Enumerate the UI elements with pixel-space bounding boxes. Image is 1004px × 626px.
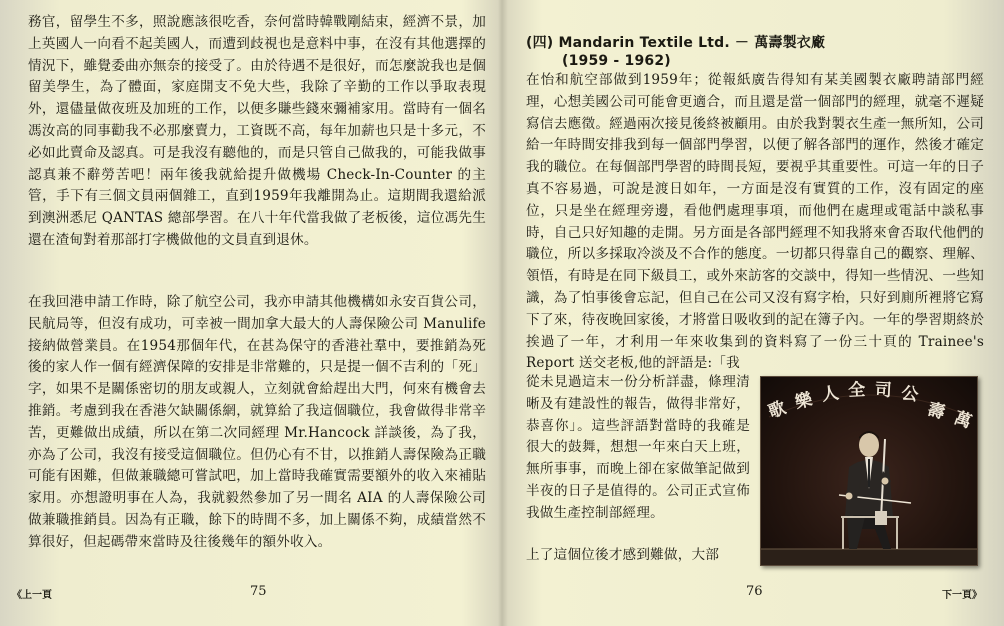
stage-floor bbox=[761, 549, 978, 566]
banner-char: 全 bbox=[847, 380, 866, 401]
banner-text-group bbox=[766, 379, 975, 433]
right-page-number: 76 bbox=[746, 584, 763, 599]
left-paragraph-2 bbox=[28, 292, 486, 554]
left-page-number: 75 bbox=[250, 584, 267, 599]
photo-drawing bbox=[761, 377, 978, 566]
banner-char: 歌 bbox=[765, 397, 789, 423]
right-paragraph-1-text: 在怡和航空部做到1959年；從報紙廣告得知有某美國製衣廠聘請部門經理，心想美國公司可能會更適合，而且還是當一個部門的經理，就毫不遲疑寫信去應徵。經過兩次接見後終被顧用。由於我對製衣生產一無所知，公司給一年時間安排我到每一個部門學習，以便了解各部門的運作，然後才確定我的職位。在每個部門學習的時間長短，要視乎其重要性。可這一年的日子真不容易過，可說是渡日如年，一方面是沒有實質的工作，沒有固定的座位，只是坐在經理旁邊，看他們處理事項，而他們在處理或電話中談私事時，自己只好知趣的走開。另方面是各部門經理不知我將來會否取代他們的職位，所以多採取冷淡及不合作的態度。一切都只得靠自己的觀察、理解、領悟，有時是在同下級員工，或外來訪客的交談中，得知一些情況、一些知識，為了怕事後會忘記，但自己在公司又沒有寫字枱，只好到廁所裡將它寫下了來，待夜晚回家後，才將當日吸收到的記在簿子內。一年的學習期終於挨過了一年，才利用一年來收集到的資料寫了一份三十頁的 Trainee's Report 送交老板,他的評語是:「我 bbox=[526, 72, 984, 372]
left-paragraph-1-text: 務官，留學生不多，照說應該很吃香，奈何當時韓戰剛結束，經濟不景，加上英國人一向看不起美國人，而遭到歧視也是意料中事，在沒有其他選擇的情況下，雖覺委曲亦無奈的接受了。由於待遇不是很好，而怎麼說我也是個留美學生，為了體面，家庭開支不免大些，我除了辛勤的工作以爭取表現外，還儘量做夜班及加班的工作，以便多賺些錢來彌補家用。當時有一個名馮汝高的同事勸我不必那麼賣力，工資既不高，每年加薪也只是十多元，不必如此賣命及認真。可是我沒有聽他的，而是只管自己做我的，可能我做事認真兼不辭勞苦吧！兩年後我就給提升做機場 Check-In-Counter 的主管，手下有三個文員兩個雜工，直到1959年我離開為止。這期間我還給派到澳洲悉尼 QANTAS 總部學習。在八十年代當我做了老板後，這位馮先生還在渣甸對着那部打字機做他的文員直到退休。 bbox=[28, 14, 486, 248]
prev-page-link[interactable]: 《上一頁 bbox=[12, 590, 52, 601]
banner-char: 萬 bbox=[951, 407, 975, 433]
section-dates: (1959 - 1962) bbox=[562, 53, 671, 69]
right-paragraph-end bbox=[526, 545, 750, 567]
section-heading: (四) Mandarin Textile Ltd. － 萬壽製衣廠 bbox=[526, 35, 826, 51]
left-paragraph-1 bbox=[28, 12, 486, 252]
next-page-link[interactable]: 下一頁》 bbox=[942, 590, 982, 601]
right-paragraph-1 bbox=[526, 70, 984, 375]
right-paragraph-wrap bbox=[526, 372, 750, 525]
erhu-body bbox=[875, 511, 887, 525]
banner-char: 人 bbox=[820, 383, 841, 406]
right-page bbox=[502, 0, 1004, 626]
banner-char: 司 bbox=[874, 380, 893, 401]
performer-head bbox=[859, 433, 879, 457]
banner-char: 公 bbox=[899, 383, 920, 406]
banner-char: 樂 bbox=[793, 389, 815, 414]
right-paragraph-wrap-text: 從未見過這末一份分析詳盡，條理清晰及有建設性的報告，做得非常好，恭喜你」。這些評語對當時的我確是很大的鼓舞，想想一年來白天上班，無所事事，而晚上卻在家做筆記做到半夜的日子是值得的。公司正式宣佈我做生產控制部經理。 bbox=[526, 374, 750, 521]
erhu-performer-photo bbox=[760, 376, 978, 566]
banner-char: 壽 bbox=[925, 399, 947, 424]
left-paragraph-2-text: 在我回港申請工作時，除了航空公司，我亦申請其他機構如永安百貨公司，民航局等，但沒有成功，可幸被一間加拿大最大的人壽保險公司 Manulife 接納做營業員。在1954那個年代，在甚為保守的香港社羣中，要推銷為死後的家人作一個有經濟保障的安排是非常難的，只是提一個不吉利的「死」字，如果不是關係密切的朋友或親人，立刻就會給趕出大門，何來有機會去推銷。考慮到我在香港欠缺關係網，就算給了我這個職位，我會做得非常辛苦，更難做出成績，所以在第二次同經理 Mr.Hancock 詳談後，為了我，亦為了公司，我沒有接受這個職位。但仍心有不甘，以推銷人壽保險為正職可能有困難，但做兼職總可嘗試吧，加上當時我確實需要額外的收入來補貼家用。亦想證明事在人為，我就毅然參加了另一間名 AIA 的人壽保險公司做兼職推銷員。因為有正職，餘下的時間不多，加上關係不夠，成績當然不算很好，但起碼帶來當時及往後幾年的額外收入。 bbox=[28, 294, 486, 550]
right-paragraph-end-text: 上了這個位後才感到難做，大部 bbox=[526, 547, 720, 563]
